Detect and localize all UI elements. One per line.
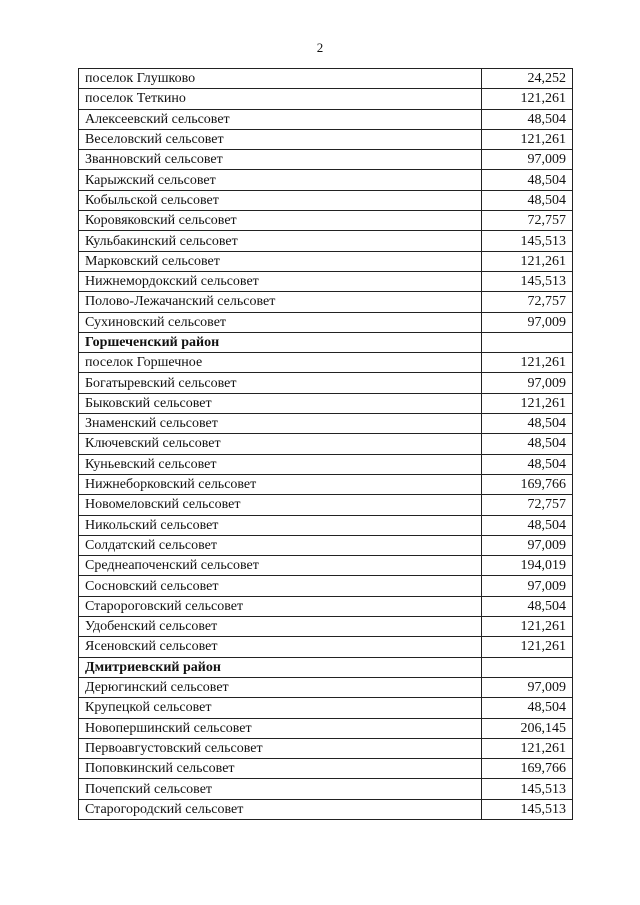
table-row (79, 535, 573, 555)
table-row (79, 596, 573, 616)
table-row (79, 190, 573, 210)
table-row (79, 312, 573, 332)
amount-cell: 48,504 (482, 414, 573, 434)
table-row (79, 759, 573, 779)
municipality-name-cell: Нижнеборковский сельсовет (79, 474, 482, 494)
municipality-name-cell: Ключевский сельсовет (79, 434, 482, 454)
table-row (79, 109, 573, 129)
amount-cell: 72,757 (482, 495, 573, 515)
table-row (79, 393, 573, 413)
table-row (79, 251, 573, 271)
municipality-name-cell: Нижнемордокский сельсовет (79, 271, 482, 291)
table-body (79, 69, 573, 820)
table-row (79, 231, 573, 251)
table-row (79, 576, 573, 596)
amount-cell (482, 657, 573, 677)
amount-cell: 121,261 (482, 89, 573, 109)
amount-cell: 48,504 (482, 454, 573, 474)
amount-cell: 169,766 (482, 474, 573, 494)
municipality-name-cell: Кобыльской сельсовет (79, 190, 482, 210)
amount-cell: 97,009 (482, 576, 573, 596)
municipality-name-cell: поселок Горшечное (79, 353, 482, 373)
amount-cell: 97,009 (482, 150, 573, 170)
amount-cell: 48,504 (482, 190, 573, 210)
district-name-cell: Дмитриевский район (79, 657, 482, 677)
table-row (79, 799, 573, 819)
municipality-name-cell: Коровяковский сельсовет (79, 211, 482, 231)
municipality-name-cell: Кульбакинский сельсовет (79, 231, 482, 251)
amount-cell: 145,513 (482, 779, 573, 799)
amount-cell: 121,261 (482, 637, 573, 657)
municipality-name-cell: Сухиновский сельсовет (79, 312, 482, 332)
municipality-name-cell: Никольский сельсовет (79, 515, 482, 535)
amount-cell: 97,009 (482, 312, 573, 332)
table-row (79, 677, 573, 697)
table-row (79, 434, 573, 454)
table-row (79, 617, 573, 637)
municipality-name-cell: Крупецкой сельсовет (79, 698, 482, 718)
table-row (79, 495, 573, 515)
allocation-table (78, 68, 573, 820)
table-row (79, 556, 573, 576)
municipality-name-cell: Быковский сельсовет (79, 393, 482, 413)
district-name-cell: Горшеченский район (79, 332, 482, 352)
amount-cell: 169,766 (482, 759, 573, 779)
municipality-name-cell: Новопершинский сельсовет (79, 718, 482, 738)
table-row (79, 170, 573, 190)
amount-cell: 48,504 (482, 109, 573, 129)
table-row (79, 474, 573, 494)
table-row (79, 150, 573, 170)
table-row (79, 353, 573, 373)
amount-cell: 121,261 (482, 251, 573, 271)
amount-cell: 121,261 (482, 617, 573, 637)
amount-cell: 121,261 (482, 393, 573, 413)
municipality-name-cell: поселок Глушково (79, 69, 482, 89)
municipality-name-cell: Богатыревский сельсовет (79, 373, 482, 393)
district-header-row (79, 332, 573, 352)
amount-cell: 121,261 (482, 129, 573, 149)
amount-cell: 48,504 (482, 434, 573, 454)
municipality-name-cell: Алексеевский сельсовет (79, 109, 482, 129)
amount-cell: 48,504 (482, 596, 573, 616)
district-header-row (79, 657, 573, 677)
table-row (79, 89, 573, 109)
table-row (79, 454, 573, 474)
municipality-name-cell: Старороговский сельсовет (79, 596, 482, 616)
table-row (79, 271, 573, 291)
amount-cell: 145,513 (482, 231, 573, 251)
municipality-name-cell: Веселовский сельсовет (79, 129, 482, 149)
amount-cell (482, 332, 573, 352)
municipality-name-cell: поселок Теткино (79, 89, 482, 109)
amount-cell: 72,757 (482, 211, 573, 231)
amount-cell: 48,504 (482, 698, 573, 718)
table-row (79, 718, 573, 738)
amount-cell: 97,009 (482, 373, 573, 393)
table-row (79, 292, 573, 312)
table-row (79, 637, 573, 657)
amount-cell: 145,513 (482, 271, 573, 291)
municipality-name-cell: Почепский сельсовет (79, 779, 482, 799)
amount-cell: 24,252 (482, 69, 573, 89)
table-row (79, 779, 573, 799)
table-row (79, 373, 573, 393)
amount-cell: 121,261 (482, 353, 573, 373)
amount-cell: 97,009 (482, 677, 573, 697)
amount-cell: 48,504 (482, 170, 573, 190)
municipality-name-cell: Марковский сельсовет (79, 251, 482, 271)
amount-cell: 194,019 (482, 556, 573, 576)
municipality-name-cell: Старогородский сельсовет (79, 799, 482, 819)
table-row (79, 129, 573, 149)
amount-cell: 206,145 (482, 718, 573, 738)
municipality-name-cell: Удобенский сельсовет (79, 617, 482, 637)
table-row (79, 738, 573, 758)
municipality-name-cell: Среднеапоченский сельсовет (79, 556, 482, 576)
table-row (79, 69, 573, 89)
amount-cell: 72,757 (482, 292, 573, 312)
municipality-name-cell: Первоавгустовский сельсовет (79, 738, 482, 758)
municipality-name-cell: Поповкинский сельсовет (79, 759, 482, 779)
municipality-name-cell: Ясеновский сельсовет (79, 637, 482, 657)
municipality-name-cell: Званновский сельсовет (79, 150, 482, 170)
table-row (79, 698, 573, 718)
amount-cell: 97,009 (482, 535, 573, 555)
municipality-name-cell: Дерюгинский сельсовет (79, 677, 482, 697)
table-row (79, 211, 573, 231)
municipality-name-cell: Знаменский сельсовет (79, 414, 482, 434)
municipality-name-cell: Сосновский сельсовет (79, 576, 482, 596)
municipality-name-cell: Карыжский сельсовет (79, 170, 482, 190)
municipality-name-cell: Полово-Лежачанский сельсовет (79, 292, 482, 312)
amount-cell: 48,504 (482, 515, 573, 535)
municipality-name-cell: Новомеловский сельсовет (79, 495, 482, 515)
amount-cell: 145,513 (482, 799, 573, 819)
table-row (79, 414, 573, 434)
municipality-name-cell: Солдатский сельсовет (79, 535, 482, 555)
table-row (79, 515, 573, 535)
page-number: 2 (316, 40, 324, 55)
municipality-name-cell: Куньевский сельсовет (79, 454, 482, 474)
amount-cell: 121,261 (482, 738, 573, 758)
